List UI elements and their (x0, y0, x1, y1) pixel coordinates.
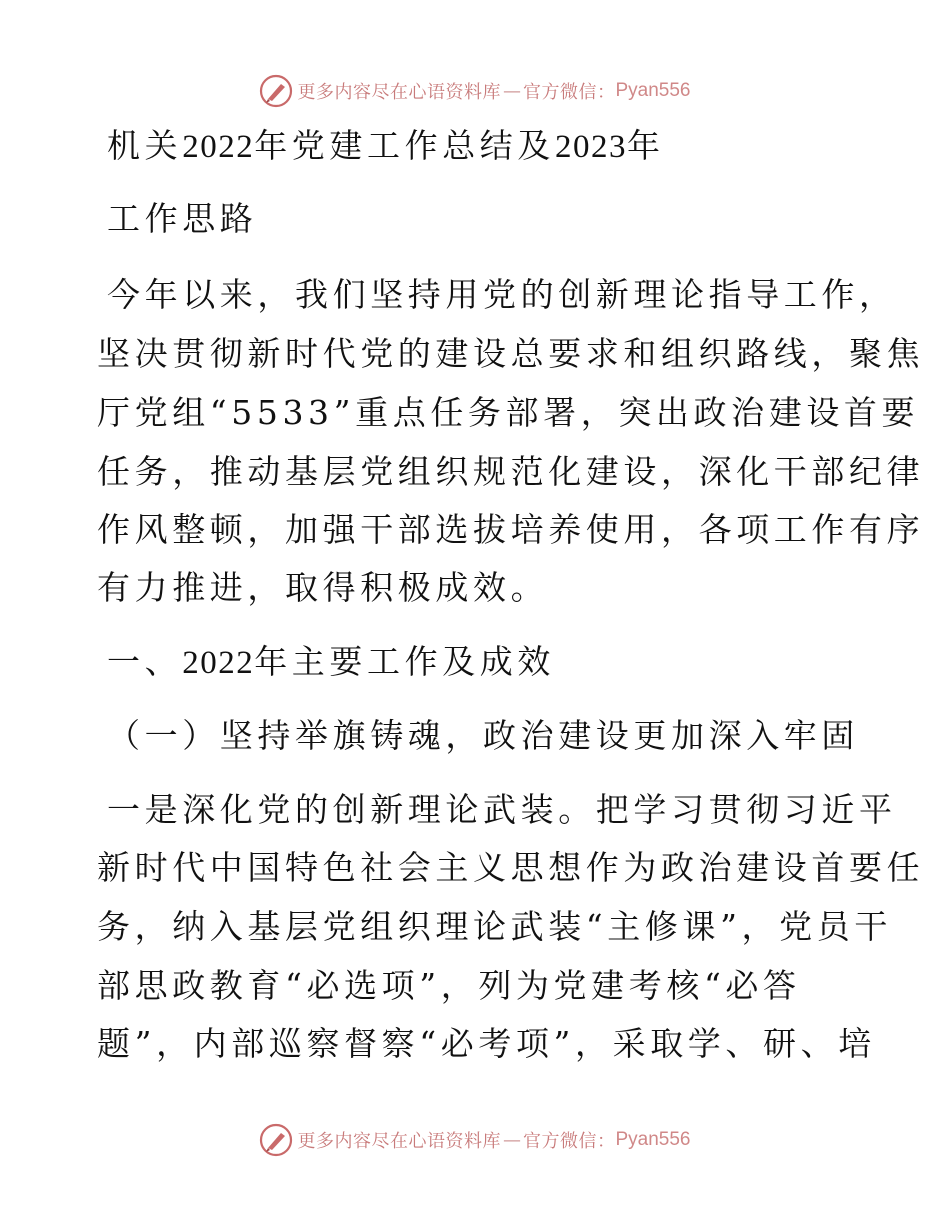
section-rest: 年主要工作及成效 (254, 642, 556, 681)
paragraph-line: 题”，内部巡察督察“必考项”，采取学、研、培 (97, 1024, 876, 1063)
watermark-separator: — (502, 80, 521, 102)
watermark-footer (0, 1120, 950, 1160)
section-prefix: 一、 (107, 642, 183, 681)
intro-line: 有力推进，取得积极成效。 (97, 568, 549, 607)
title-year2: 2023 (555, 129, 628, 165)
title-part2: 年党建工作总结及 (254, 126, 556, 165)
intro-line: 今年以来，我们坚持用党的创新理论指导工作， (107, 275, 897, 314)
title-year1: 2022 (182, 129, 255, 165)
pen-logo-icon (259, 1123, 293, 1157)
intro-line: 作风整顿，加强干部选拔培养使用，各项工作有序 (97, 510, 925, 549)
title-part1: 机关 (107, 126, 183, 165)
document-title (107, 126, 665, 167)
section-year: 2022 (182, 645, 255, 681)
paragraph-line: 一是深化党的创新理论武装。把学习贯彻习近平 (107, 790, 897, 829)
watermark-wechat-id: Pyan556 (615, 1129, 691, 1150)
watermark-text: 更多内容尽在心语资料库 (297, 1131, 501, 1152)
subsection-heading: （一）坚持举旗铸魂，政治建设更加深入牢固 (107, 716, 859, 755)
pen-logo-icon (259, 74, 293, 108)
watermark-separator: — (502, 1129, 521, 1151)
paragraph-line: 部思政教育“必选项”，列为党建考核“必答 (97, 966, 801, 1005)
intro-line: 厅党组“5533”重点任务部署，突出政治建设首要 (97, 393, 920, 432)
watermark-text: 更多内容尽在心语资料库 (297, 82, 501, 103)
paragraph-line: 务，纳入基层党组织理论武装“主修课”，党员干 (97, 907, 892, 946)
watermark-wechat-label: 官方微信： (522, 82, 616, 103)
intro-line: 任务，推动基层党组织规范化建设，深化干部纪律 (97, 452, 925, 491)
watermark-wechat-id: Pyan556 (615, 80, 691, 101)
watermark-wechat-label: 官方微信： (522, 1131, 616, 1152)
title-part3: 年 (627, 126, 665, 165)
intro-line: 坚决贯彻新时代党的建设总要求和组织路线，聚焦 (97, 334, 925, 373)
paragraph-line: 新时代中国特色社会主义思想作为政治建设首要任 (97, 848, 925, 887)
watermark-header (0, 71, 950, 111)
document-title-line2: 工作思路 (107, 199, 258, 238)
section-heading (107, 642, 555, 683)
